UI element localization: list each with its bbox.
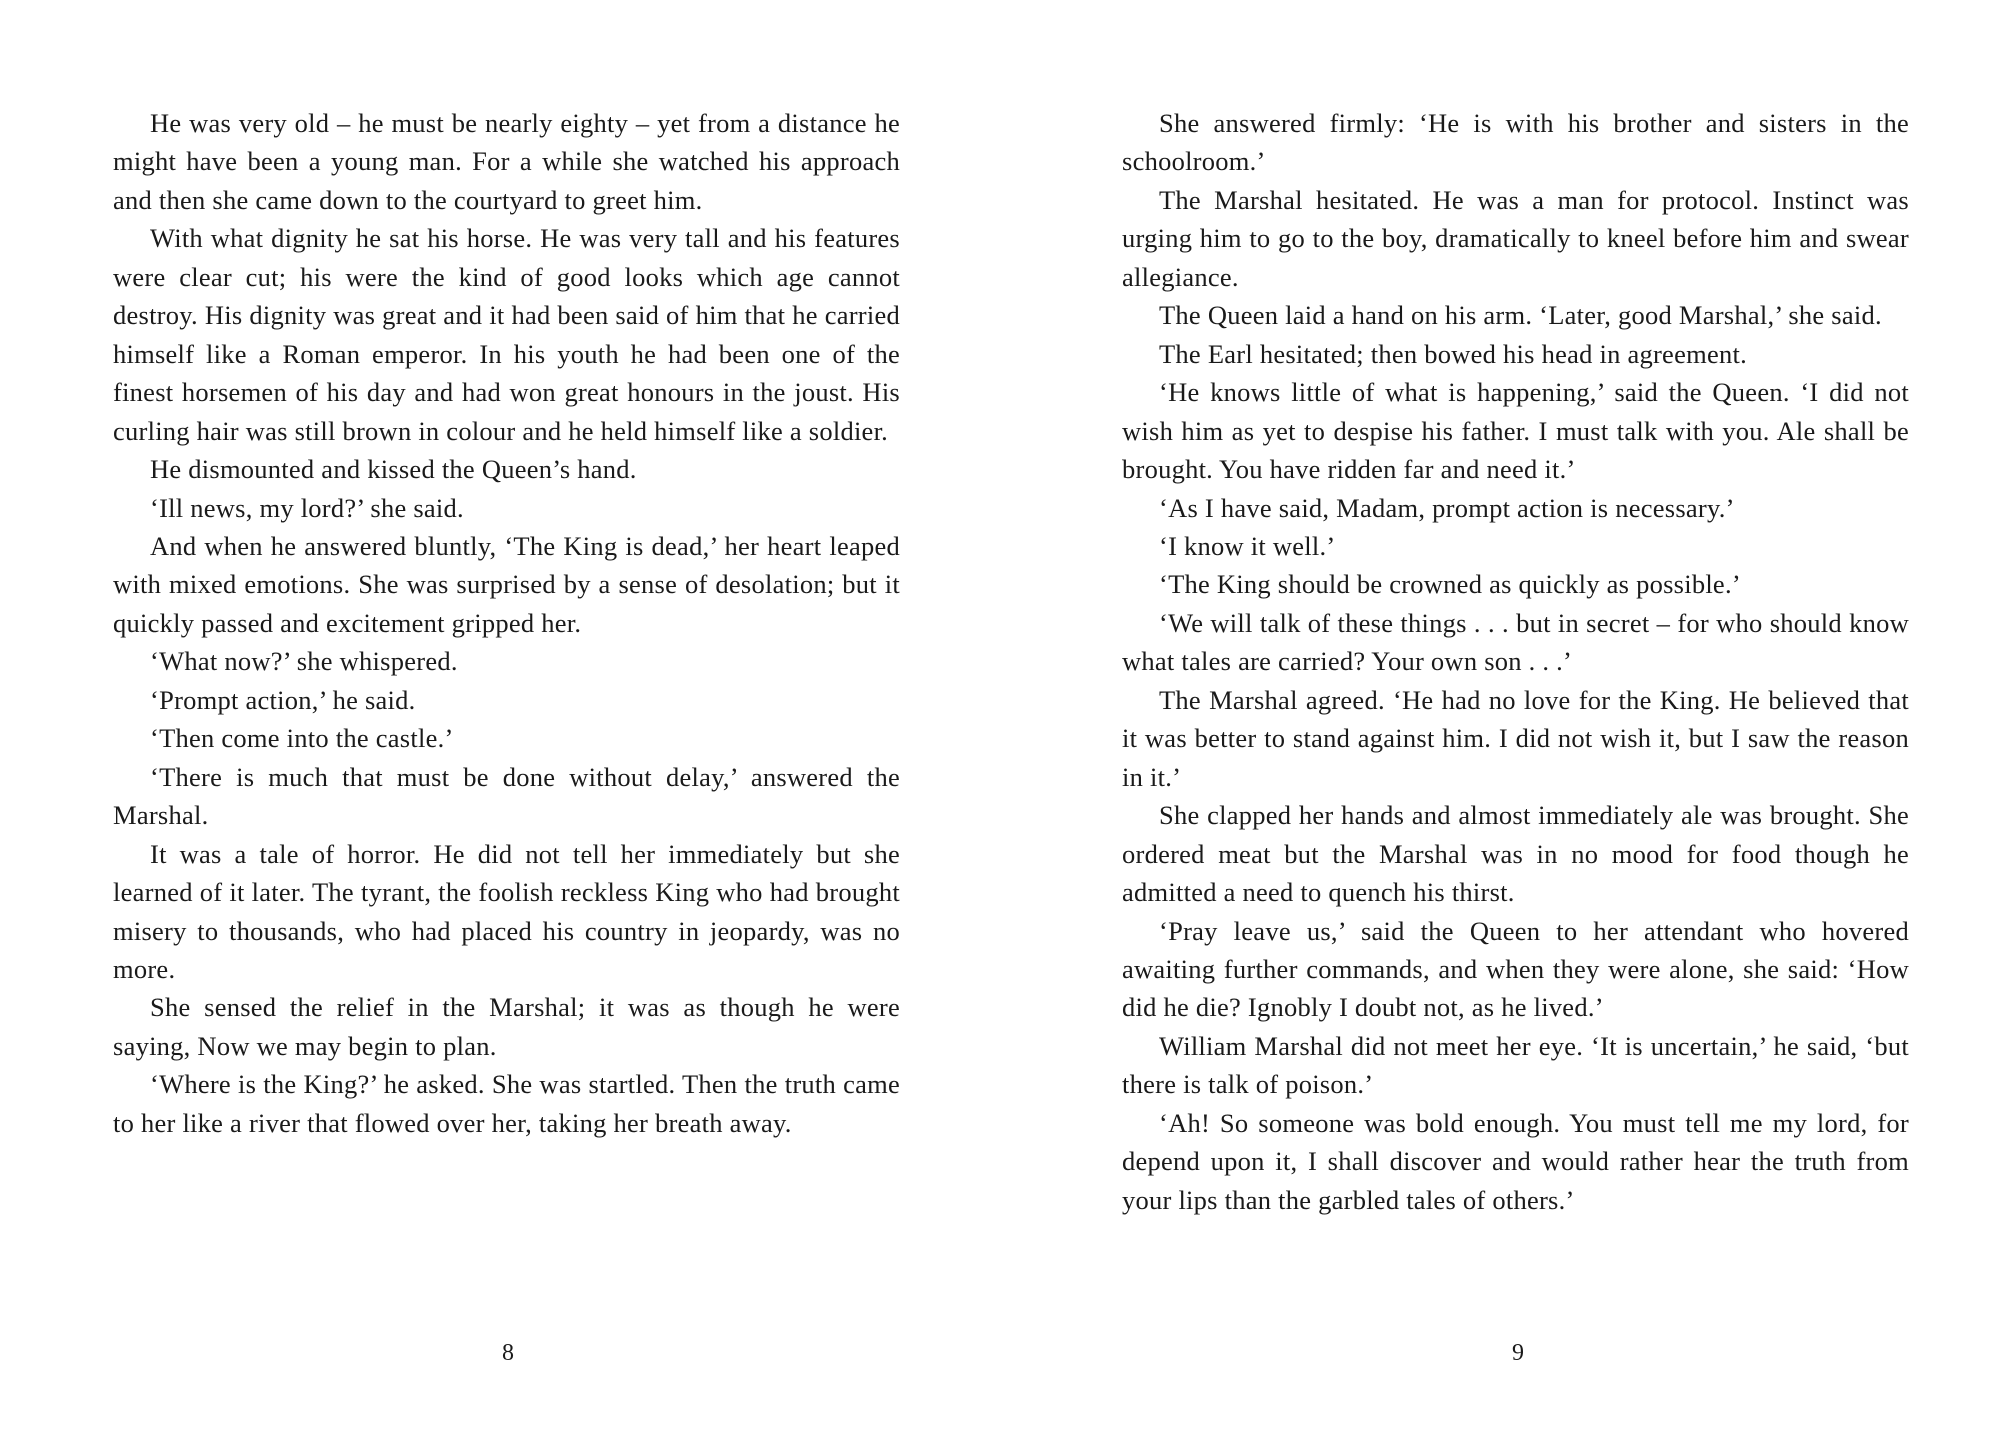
paragraph: ‘We will talk of these things . . . but in secret – for who should know what tales are carried? Your own son . . .’ <box>1122 607 1909 677</box>
paragraph: ‘There is much that must be done without delay,’ answered the Marshal. <box>113 761 900 831</box>
paragraph: He dismounted and kissed the Queen’s hand. <box>150 454 637 485</box>
paragraph: ‘Ill news, my lord?’ she said. <box>150 492 464 523</box>
paragraph: ‘What now?’ she whispered. <box>150 646 458 677</box>
paragraph: The Queen laid a hand on his arm. ‘Later, good Marshal,’ she said. <box>1159 300 1882 331</box>
paragraph: William Marshal did not meet her eye. ‘It is uncertain,’ he said, ‘but there is talk of poison.’ <box>1122 1030 1909 1100</box>
paragraph: ‘As I have said, Madam, prompt action is necessary.’ <box>1159 492 1735 523</box>
paragraph: She answered firmly: ‘He is with his brother and sisters in the schoolroom.’ <box>1122 108 1909 177</box>
left-page-text <box>113 104 900 1142</box>
paragraph: ‘I know it well.’ <box>1159 530 1336 561</box>
paragraph: With what dignity he sat his horse. He was very tall and his features were clear cut; his were the kind of good looks which age cannot destroy. His dignity was great and it had been said of him that he carried himself like a Roman emperor. In his youth he had been one of the finest horsemen of his day and had won great honours in the joust. His curling hair was still brown in colour and he held himself like a soldier. <box>113 223 900 446</box>
paragraph: The Earl hesitated; then bowed his head in agreement. <box>1159 338 1747 369</box>
paragraph: ‘Pray leave us,’ said the Queen to her attendant who hovered awaiting further commands, and when they were alone, she said: ‘How did he die? Ignobly I doubt not, as he lived.’ <box>1122 915 1909 1023</box>
paragraph: She sensed the relief in the Marshal; it was as though he were saying, Now we may begin to plan. <box>113 992 900 1061</box>
paragraph: And when he answered bluntly, ‘The King is dead,’ her heart leaped with mixed emotions. She was surprised by a sense of desolation; but it quickly passed and excitement gripped her. <box>113 530 900 638</box>
paragraph: The Marshal hesitated. He was a man for protocol. Instinct was urging him to go to the boy, dramatically to kneel before him and swear allegiance. <box>1122 184 1909 292</box>
paragraph: ‘He knows little of what is happening,’ said the Queen. ‘I did not wish him as yet to despise his father. I must talk with you. Ale shall be brought. You have ridden far and need it.’ <box>1122 377 1909 485</box>
paragraph: ‘Ah! So someone was bold enough. You must tell me my lord, for depend upon it, I shall discover and would rather hear the truth from your lips than the garbled tales of others.’ <box>1122 1107 1909 1215</box>
page-number-right: 9 <box>1512 1340 1524 1366</box>
right-page-text <box>1122 104 1909 1219</box>
paragraph: ‘Where is the King?’ he asked. She was startled. Then the truth came to her like a river that flowed over her, taking her breath away. <box>113 1069 900 1138</box>
paragraph: The Marshal agreed. ‘He had no love for the King. He believed that it was better to stand against him. I did not wish it, but I saw the reason in it.’ <box>1122 684 1909 792</box>
paragraph: ‘Then come into the castle.’ <box>150 723 454 754</box>
paragraph: ‘Prompt action,’ he said. <box>150 684 416 715</box>
paragraph: ‘The King should be crowned as quickly as possible.’ <box>1159 569 1741 600</box>
paragraph: It was a tale of horror. He did not tell her immediately but she learned of it later. The tyrant, the foolish reckless King who had brought misery to thousands, who had placed his country in jeopardy, was no more. <box>113 838 900 984</box>
page-number-left: 8 <box>502 1340 514 1366</box>
paragraph: He was very old – he must be nearly eighty – yet from a distance he might have been a young man. For a while she watched his approach and then she came down to the courtyard to greet him. <box>113 108 900 215</box>
paragraph: She clapped her hands and almost immediately ale was brought. She ordered meat but the Marshal was in no mood for food though he admitted a need to quench his thirst. <box>1122 800 1909 908</box>
